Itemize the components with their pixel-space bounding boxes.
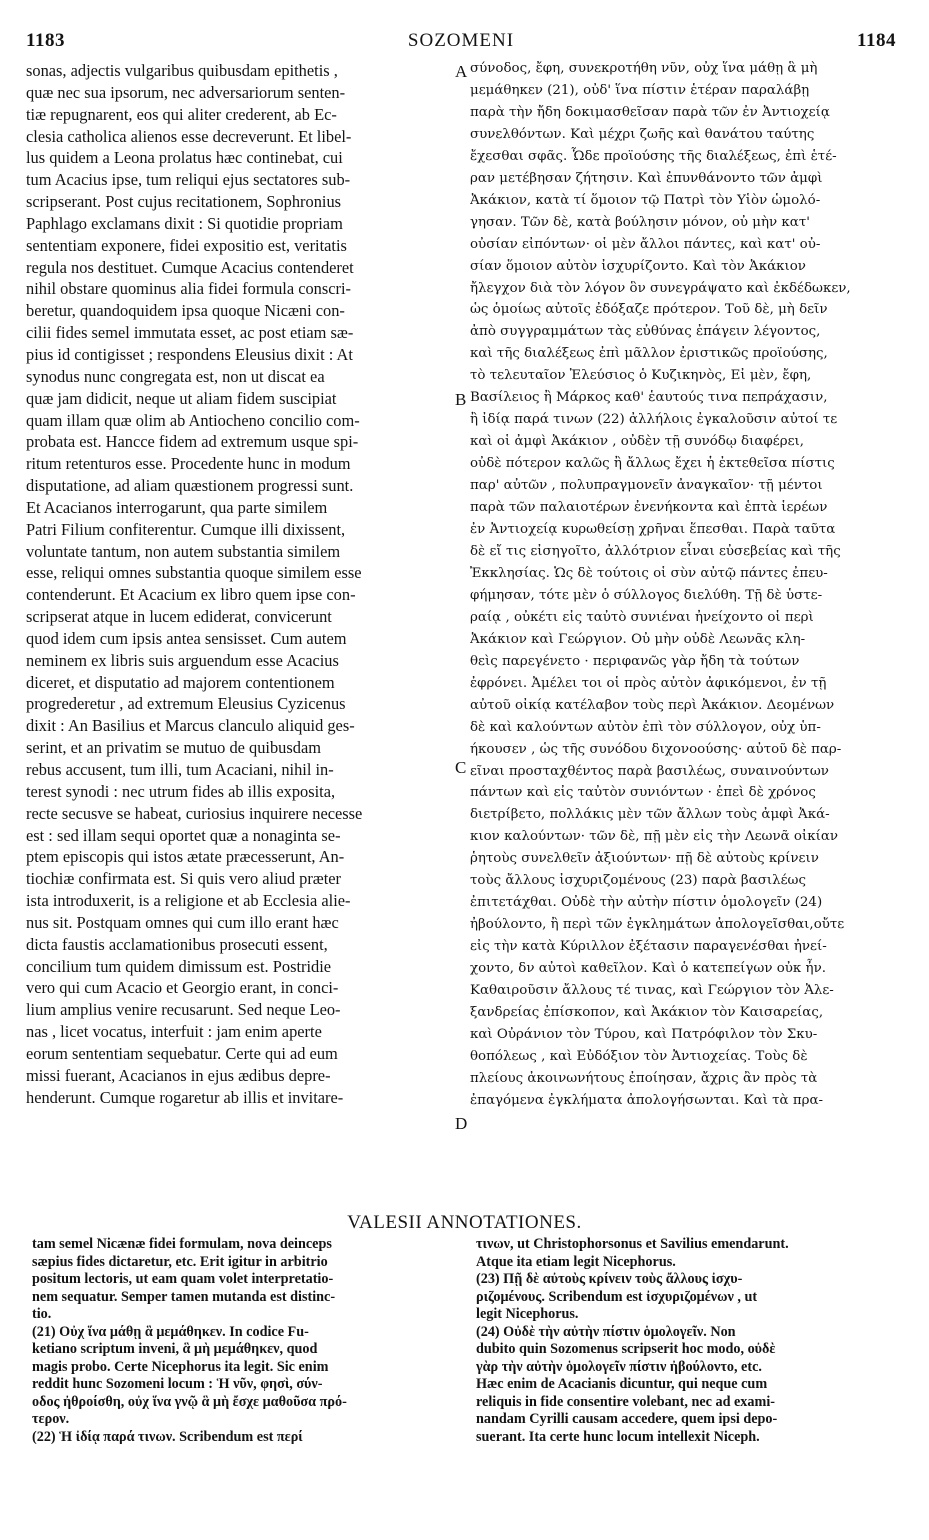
greek-text-line: παρὰ τὴν ἤδη δοκιμασθεῖσαν παρὰ τῶν ἐν Ἀντιοχείᾳ (470, 104, 830, 120)
greek-text-line: καὶ τῆς διαλέξεως ἐπὶ μᾶλλον ἐριστικῶς προϊούσης, (470, 346, 828, 362)
page-header (26, 30, 896, 54)
greek-text-line: κιον καλούντων· τῶν δὲ, πῇ μὲν εἰς τὴν Λεωνᾶ οἰκίαν (470, 829, 839, 845)
latin-text-line: esse, reliqui omnes substantia quoque similem esse (26, 563, 362, 583)
greek-text-line: ξανδρείας ἐπίσκοπον, καὶ Ἀκάκιον τὸν Καισαρείας, (470, 1004, 824, 1020)
page-number-left: 1183 (26, 30, 65, 51)
latin-text-line: tum Acacius ipse, tum reliqui ejus sectatores sub- (26, 170, 351, 190)
greek-text-line: παρ' αὐτῶν , πολυπραγμονεῖν ἀναγκαῖον· τῇ μέντοι (470, 478, 823, 494)
greek-text-line: γησαν. Τῶν δὲ, κατὰ βούλησιν μόνον, οὐ μὴν κατ' (470, 214, 810, 230)
latin-text-line: neminem ex libris suis arguendum esse Acacius (26, 650, 339, 670)
latin-text-line: sonas, adjectis vulgaribus quibusdam epithetis , (26, 61, 338, 80)
annotation-line: (21) Οὐχ ἵνα μάθῃ ἃ μεμάθηκεν. In codice Fu- (32, 1323, 309, 1340)
annotation-line: τινων, ut Christophorsonus et Savilius emendarunt. (476, 1236, 789, 1252)
latin-text-line: serint, et an privatim se mutuo de quibusdam (26, 738, 321, 758)
annotation-line: οδος ἠθροίσθη, οὐχ ἵνα γνῷ ἃ μὴ ἔσχε μαθοῦσα πρό- (32, 1393, 347, 1410)
greek-text-line: Καθαιροῦσιν ἄλλους τέ τινας, καὶ Γεώργιον τὸν Ἀλε- (470, 983, 834, 999)
greek-text-column (470, 58, 900, 1112)
latin-text-line: eorum sententiam sequebatur. Certe qui ad eum (26, 1043, 338, 1063)
latin-text-line: missi fuerant, Acacianos in ejus ædibus depre- (26, 1065, 331, 1085)
greek-text-line: ῥητοὺς συνελθεῖν ἀξιούντων· πῇ δὲ αὐτοὺς κρίνειν (470, 851, 819, 867)
latin-text-line: nus sit. Postquam omnes qui cum illo erant hæc (26, 912, 339, 932)
greek-text-line: εῖναι προσταχθέντος παρὰ βασιλέως, συναινούντων (470, 763, 829, 779)
margin-letter-d: D (455, 1114, 468, 1133)
annotation-line: dubito quin Sozomenus scripserit hoc modo, οὐδὲ (476, 1341, 776, 1358)
latin-text-line: terest synodi : nec utrum fides ab illis exposita, (26, 781, 336, 801)
annotation-line: (24) Οὐδὲ τὴν αὐτὴν πίστιν ὁμολογεῖν. Non (476, 1323, 736, 1340)
latin-text-line: Et Acacianos interrogarunt, qua parte similem (26, 497, 328, 517)
greek-text-line: ἐπιτετάχθαι. Οὐδὲ τὴν αὐτὴν πίστιν ὁμολογεῖν (24) (470, 895, 823, 911)
annotation-line: (23) Πῇ δὲ αὐτοὺς κρίνειν τοὺς ἄλλους ἰσχυ- (476, 1271, 743, 1288)
greek-text-line: ἔχεσθαι σφᾶς. Ὧδε προϊούσης τῆς διαλέξεως, ἐπὶ ἑτέ- (470, 148, 837, 164)
latin-text-line: contenderunt. Et Acacium ex libro quem ipse con- (26, 585, 356, 605)
latin-text-line: Paphlago exclamans dixit : Si quotidie propriam (26, 213, 343, 233)
greek-text-line: τὸ τελευταῖον Ἐλεύσιος ὁ Κυζικηνὸς, Εἰ μὲν, ἔφη, (470, 368, 812, 384)
latin-text-line: vero qui cum Acacio et Georgio erant, in conci- (26, 978, 339, 998)
greek-text-line: δὲ καὶ καλούντων αὐτὸν ἐπὶ τὸν σύλλογον, οὐχ ὑπ- (470, 719, 821, 735)
annotation-line: suerant. Ita certe hunc locum intellexit Niceph. (476, 1429, 760, 1446)
latin-text-line: probata est. Hancce fidem ad extremum usque spi- (26, 432, 359, 452)
greek-text-line: καὶ οἱ ἀμφὶ Ἀκάκιον , οὐδὲν τῇ συνόδῳ διαφέρει, (470, 434, 805, 450)
greek-text-line: χοντο, δν αὐτοὶ καθεῖλον. Καὶ ὁ κατεπείγων οὐκ ἦν. (470, 961, 826, 977)
greek-text-line: φήμησαν, τότε μὲν ὁ σύλλογος διελύθη. Τῇ δὲ ὑστε- (470, 587, 823, 603)
latin-text-line: ritum retenturos esse. Procedente hunc in modum (26, 454, 351, 474)
latin-text-line: regula nos destituet. Cumque Acacius contenderet (26, 257, 354, 277)
latin-text-line: quæ jam didicit, neque ut aliam fidem suscipiat (26, 388, 337, 408)
latin-text-line: sententiam exponere, fidei expositio est, veritatis (26, 235, 347, 255)
annotation-line: reliquis in fide consentire volebant, nec ad exami- (476, 1393, 775, 1410)
latin-text-line: lium amplius venire recusarunt. Sed neque Leo- (26, 1000, 341, 1020)
greek-text-line: σύνοδος, ἔφη, συνεκροτήθη νῦν, οὐχ ἵνα μάθῃ ἃ μὴ (470, 61, 818, 76)
greek-text-line: δὲ εἴ τις εἰσηγοῖτο, ἀλλότριον εἶναι εὐσεβείας καὶ τῆς (470, 543, 841, 559)
latin-text-line: scripserat atque in lucem ediderat, convicerunt (26, 607, 332, 627)
greek-text-line: ἐφρόνει. Ἀμέλει τοι οἱ πρὸς αὐτὸν ἀφικόμενοι, ἐν τῇ (470, 675, 827, 691)
latin-text-line: henderunt. Cumque rogaretur ab illis et invitare- (26, 1087, 344, 1107)
latin-text-line: recte secusve se habeat, curiosius inquirere necesse (26, 803, 363, 823)
greek-text-line: οὐδὲ πότερον καλῶς ἢ ἄλλως ἔχει ἡ ἐκτεθεῖσα πίστις (470, 456, 835, 472)
annotations-left-column (32, 1236, 452, 1447)
latin-text-line: Patri Filium confiterentur. Cumque illi dixissent, (26, 519, 346, 539)
annotation-line: sæpius fides dictaretur, etc. Erit igitur in arbitrio (32, 1253, 328, 1270)
latin-text-line: ista introduxerit, is a religione et ab Ecclesia alie- (26, 891, 351, 911)
greek-text-line: μεμάθηκεν (21), οὐδ' ἵνα πίστιν ἑτέραν παραλάβῃ (470, 82, 810, 98)
annotation-line: legit Nicephorus. (476, 1306, 579, 1323)
greek-text-line: εἰς τὴν κατὰ Κύριλλον ἐξέτασιν παραγενέσθαι ἠνεί- (470, 939, 827, 955)
margin-letter-c: C (455, 758, 467, 777)
latin-text-line: lus quidem a Leona prolatus hæc continebat, cui (26, 148, 343, 168)
annotation-line: magis probo. Certe Nicephorus ita legit. Sic enim (32, 1358, 329, 1375)
greek-text-line: ήκουσεν , ὡς τῆς συνόδου διχονοούσης· αὐτοῦ δὲ παρ- (470, 741, 842, 757)
annotation-line: reddit hunc Sozomeni locum : Ἡ νῦν, φησὶ, σύν- (32, 1376, 323, 1393)
annotation-line: tam semel Nicænæ fidei formulam, nova deinceps (32, 1236, 332, 1252)
latin-text-line: voluntate tantum, non autem substantia similem (26, 541, 341, 561)
greek-text-line: Ἀκάκιον, κατὰ τί ὅμοιον τῷ Πατρὶ τὸν Υἱὸν ὡμολό- (470, 192, 821, 208)
latin-text-line: concilium tum quidem dimissum est. Postridie (26, 956, 332, 976)
greek-text-line: αὐτοῦ οἰκίᾳ κατέλαβον τοὺς περὶ Ἀκάκιον. Δεομένων (470, 697, 835, 713)
margin-letter-b: B (455, 390, 467, 409)
greek-text-line: ἢ ἰδίᾳ παρά τινων (22) ἀλλήλοις ἐγκαλοῦσιν αὐτοί τε (470, 412, 838, 428)
margin-letter-a: A (455, 62, 468, 81)
greek-text-line: ἐν Ἀντιοχείᾳ κυρωθείσῃ χρῆναι ἕπεσθαι. Παρὰ ταῦτα (470, 522, 836, 538)
greek-text-line: πάντων καὶ εἰς ταὐτὸν συνιόντων · ἐπεὶ δὲ χρόνος (470, 785, 816, 801)
greek-text-line: συνελθόντων. Καὶ μέχρι ζωῆς καὶ θανάτου ταύτης (470, 126, 815, 142)
greek-text-line: καὶ Οὐράνιον τὸν Τύρου, καὶ Πατρόφιλον τὸν Σκυ- (470, 1026, 818, 1042)
greek-text-line: πλείους ἀκοινωνήτους ἐποίησαν, ἄχρις ἂν πρὸς τὰ (470, 1070, 818, 1086)
latin-text-line: rebus accusent, tum illi, tum Acaciani, nihil in- (26, 760, 334, 779)
annotation-line: τερον. (32, 1411, 70, 1428)
latin-text-line: dicta faustis acclamationibus prosecuti essent, (26, 934, 328, 954)
latin-text-line: clesia catholica alienos esse decreverunt. Et libel- (26, 126, 352, 146)
annotation-line: (22) Ἡ ἰδίᾳ παρά τινων. Scribendum est περί (32, 1429, 303, 1446)
latin-text-line: tiæ repugnarent, eos qui aliter crederent, ab Ec- (26, 104, 337, 124)
greek-text-line: ἀπὸ συγγραμμάτων τὰς εὐθύνας ἐπάγειν λέγοντος, (470, 324, 821, 340)
annotation-line: ριζομένους. Scribendum est ἰσχυριζομένων , ut (476, 1288, 758, 1305)
greek-text-line: ἤλεγχον διὰ τὸν λόγον ὃν συνεγράψατο καὶ ἐκδέδωκεν, (470, 280, 851, 296)
latin-text-line: diceret, et disputatio ad majorem contentionem (26, 672, 335, 692)
greek-text-line: Ἐκκλησίας. Ὡς δὲ τούτοις οἱ σὺν αὐτῷ πάντες ἐπευ- (470, 565, 828, 581)
latin-text-line: quam illam quæ olim ab Antiocheno concilio com- (26, 410, 360, 430)
greek-text-line: ἐπαγόμενα ἐγκλήματα ἀπολογήσωνται. Καὶ τὰ πρα- (470, 1092, 824, 1108)
greek-text-line: παρὰ τῶν παλαιοτέρων ἐνενήκοντα καὶ ἑπτὰ ἱερέων (470, 500, 828, 516)
latin-text-line: pius id contigisset ; respondens Eleusius dixit : At (26, 344, 353, 364)
greek-text-line: Βασίλειος ἢ Μάρκος καθ' ἑαυτούς τινα πεπράχασιν, (470, 390, 828, 406)
latin-text-line: disputatione, ad aliam quæstionem progressi sunt. (26, 476, 354, 496)
greek-text-line: ραίᾳ , οὐκέτι εἰς ταὐτὸ συνιέναι ἠνείχοντο οἱ περὶ (470, 609, 814, 625)
annotation-line: γὰρ τὴν αὐτὴν ὁμολογεῖν πίστιν ἠβούλοντο, etc. (476, 1358, 762, 1375)
greek-text-line: τοὺς ἄλλους ἰσχυριζομένους (23) παρὰ βασιλέως (470, 873, 806, 889)
annotation-line: nem sequatur. Semper tamen mutanda est distinc- (32, 1288, 336, 1305)
annotation-line: ketiano scriptum inveni, ἃ μὴ μεμάθηκεν, quod (32, 1341, 318, 1358)
latin-text-line: dixit : An Basilius et Marcus clanculo aliquid ges- (26, 716, 355, 736)
greek-text-line: διετρίβετο, πολλάκις μὲν τῶν ἄλλων τοὺς ἀμφὶ Ἀκά- (470, 807, 830, 823)
running-title: SOZOMENI (407, 30, 515, 51)
annotations-right-column (476, 1236, 906, 1447)
greek-text-line: θεὶς παρεγένετο · περιφανῶς γὰρ ἤδη τὰ τούτων (470, 653, 800, 669)
annotation-line: Atque ita etiam legit Nicephorus. (476, 1253, 676, 1270)
latin-text-line: quæ nec sua ipsorum, nec adversariorum senten- (26, 82, 346, 102)
annotations-title: VALESII ANNOTATIONES. (347, 1212, 582, 1233)
latin-text-line: progrederetur , ad extremum Eleusius Cyzicenus (26, 694, 346, 714)
latin-text-line: beretur, quandoquidem ipsa quoque Nicæni con- (26, 301, 345, 321)
greek-text-line: Ἀκάκιον καὶ Γεώργιον. Οὐ μὴν οὐδὲ Λεωνᾶς κλη- (470, 631, 806, 647)
greek-text-line: θοπόλεως , καὶ Εὐδόξιον τὸν Ἀντιοχείας. Τοὺς δὲ (470, 1048, 808, 1064)
annotation-line: nandam Cyrilli causam accedere, quem ipsi depo- (476, 1411, 778, 1428)
latin-text-line: cilii fides semel immutata esset, ac post etiam sæ- (26, 323, 354, 343)
greek-text-line: ἠβούλοντο, ἢ περὶ τῶν ἐγκλημάτων ἀπολογεῖσθαι,οὔτε (470, 917, 845, 933)
latin-text-line: nas , licet vocatus, interfuit : jam enim aperte (26, 1022, 322, 1042)
annotation-line: Hæc enim de Acacianis dicuntur, qui neque cum (476, 1376, 768, 1393)
latin-text-line: quod idem cum ipsis antea sensisset. Cum autem (26, 628, 347, 648)
greek-text-line: σίαν ὅμοιον αὐτὸν ἰσχυρίζοντο. Καὶ τὸν Ἀκάκιον (470, 258, 806, 274)
latin-text-line: ptem episcopis qui istos ætate præcesserunt, An- (26, 847, 345, 867)
annotation-line: tio. (32, 1306, 52, 1323)
latin-text-line: nihil obstare quominus alia fidei formula conscri- (26, 279, 351, 299)
latin-text-line: tiochiæ confirmata est. Si quis vero aliud præter (26, 869, 341, 889)
greek-text-line: οὐσίαν εἰπόντων· οἱ μὲν ἄλλοι πάντες, καὶ κατ' οὐ- (470, 236, 821, 252)
annotation-line: positum lectoris, ut eam quam volet interpretatio- (32, 1271, 334, 1288)
latin-text-line: est : sed illam sequi oportet quæ a nonaginta se- (26, 825, 341, 845)
greek-text-line: ραν μετέβησαν ζήτησιν. Καὶ ἐπυνθάνοντο τῶν ἀμφὶ (470, 170, 823, 186)
latin-text-column (26, 60, 456, 1109)
greek-text-line: ὡς ὁμοίως αὐτοῖς ἐδόξαζε πρότερον. Τοῦ δὲ, μὴ δεῖν (470, 302, 828, 318)
latin-text-line: scripserant. Post cujus recitationem, Sophronius (26, 192, 342, 212)
page-number-right: 1184 (857, 30, 896, 51)
latin-text-line: synodus nunc congregata est, non ut discat ea (26, 366, 325, 386)
